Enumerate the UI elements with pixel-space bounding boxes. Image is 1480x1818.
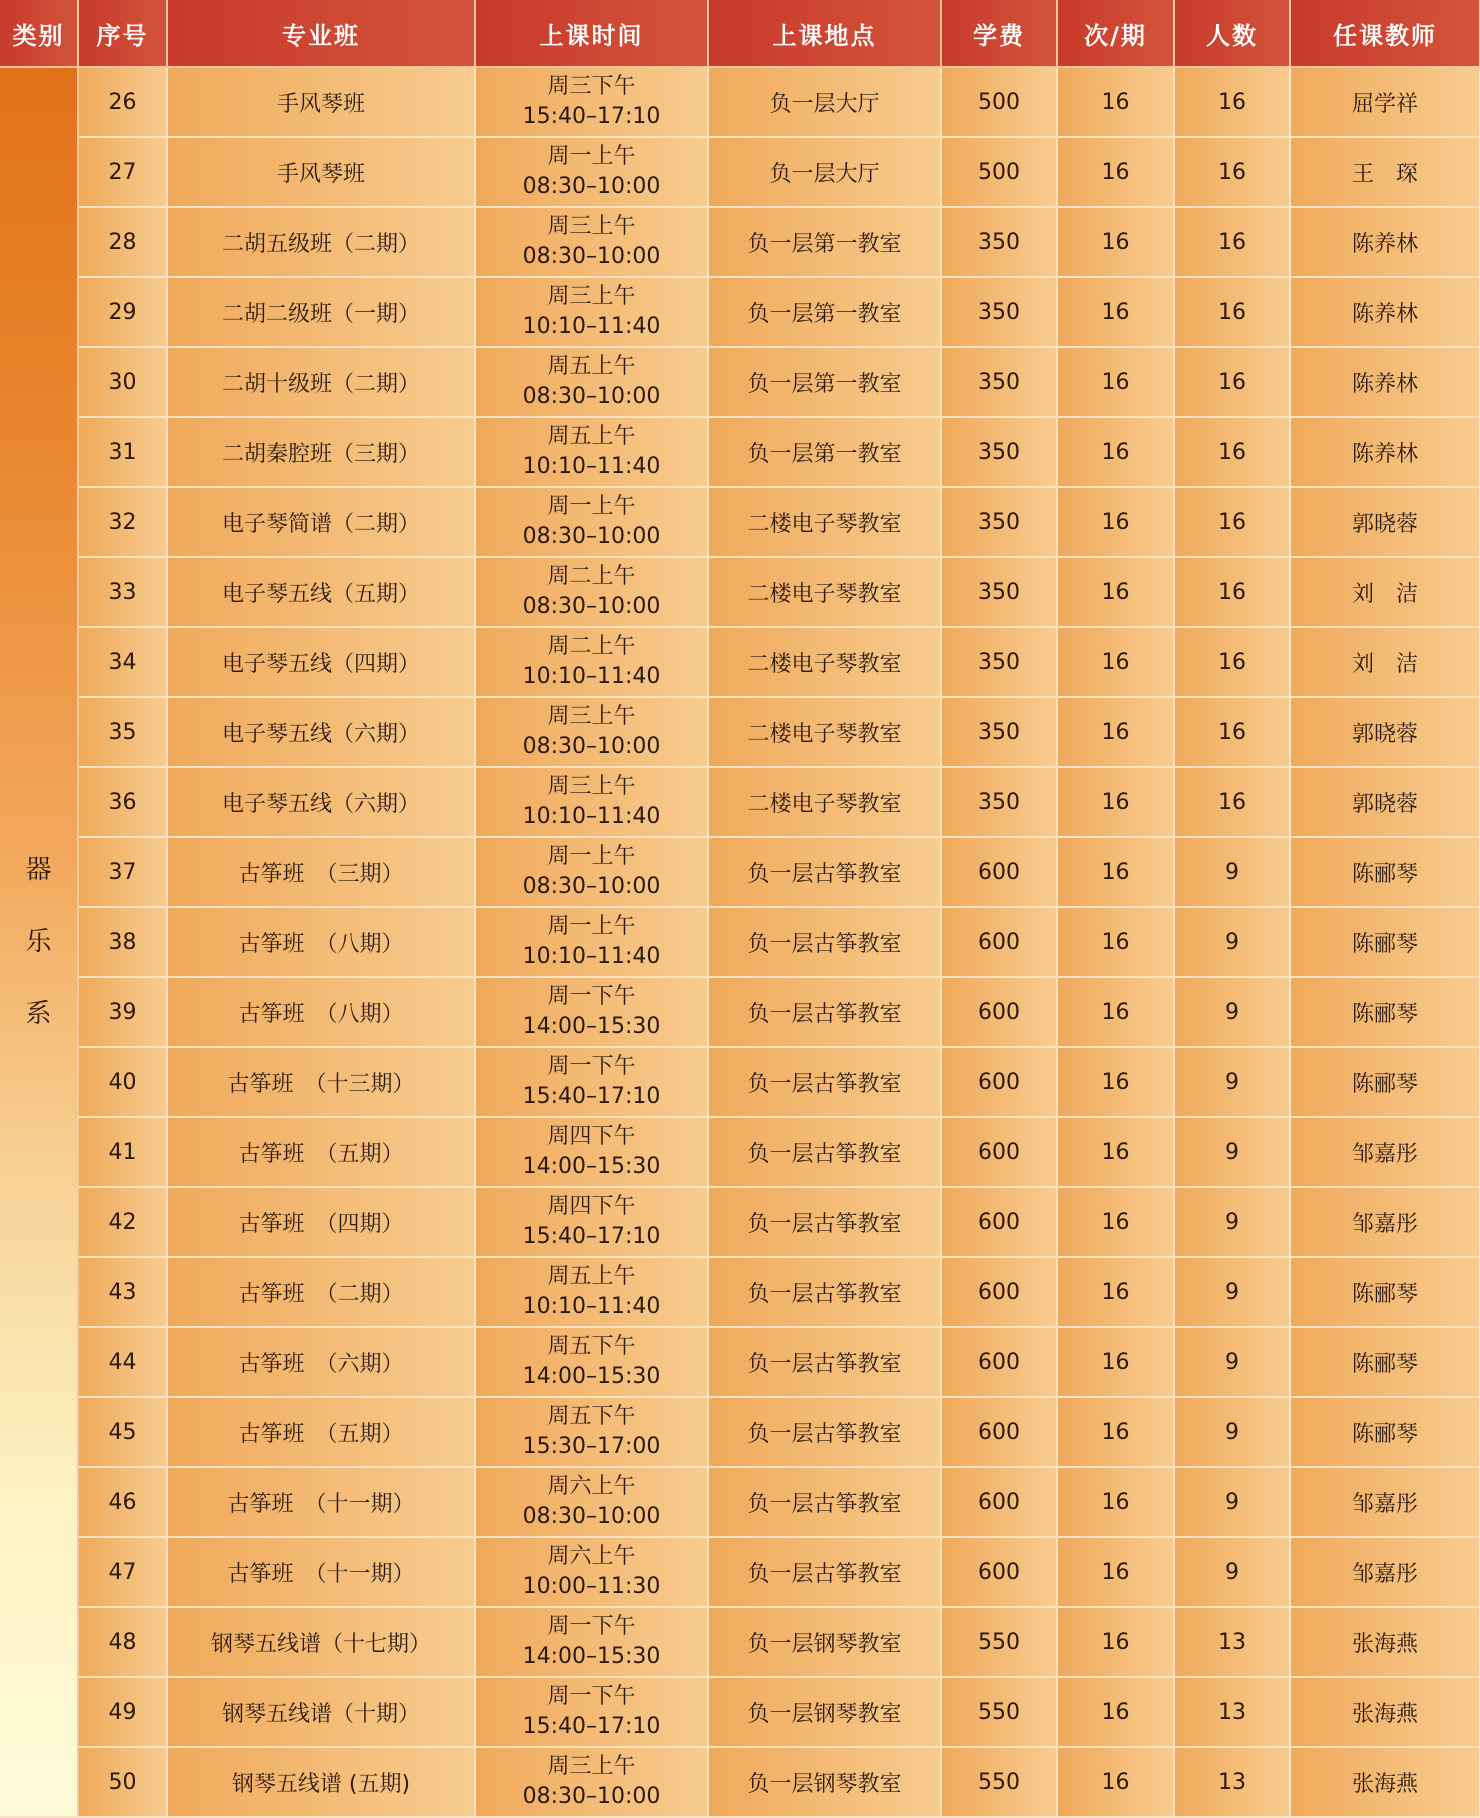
tuition-fee: 600 <box>941 907 1057 977</box>
class-name: 古筝班 （十一期） <box>167 1537 475 1607</box>
time-range: 10:10–11:40 <box>522 314 661 339</box>
time-range: 08:30–10:00 <box>522 734 661 759</box>
table-row <box>0 347 1480 417</box>
class-name: 电子琴五线（五期） <box>167 557 475 627</box>
tuition-fee: 350 <box>941 277 1057 347</box>
row-number: 34 <box>78 627 167 697</box>
time-range: 08:30–10:00 <box>522 244 661 269</box>
time-range: 10:10–11:40 <box>522 454 661 479</box>
table-row <box>0 1187 1480 1257</box>
time-day: 周一下午 <box>547 1054 636 1079</box>
row-number: 50 <box>78 1747 167 1817</box>
row-number: 29 <box>78 277 167 347</box>
class-time <box>475 557 708 627</box>
table-row <box>0 1047 1480 1117</box>
table-body <box>0 67 1480 1817</box>
sessions-per-term: 16 <box>1057 837 1174 907</box>
sessions-per-term: 16 <box>1057 1187 1174 1257</box>
table-row <box>0 837 1480 907</box>
sessions-per-term: 16 <box>1057 977 1174 1047</box>
class-name: 钢琴五线谱 (五期) <box>167 1747 475 1817</box>
sessions-per-term: 16 <box>1057 347 1174 417</box>
table-row <box>0 207 1480 277</box>
enrollment-count: 13 <box>1174 1677 1290 1747</box>
table-row <box>0 487 1480 557</box>
table-row <box>0 697 1480 767</box>
teacher-name: 陈养林 <box>1290 347 1480 417</box>
header-class: 专业班 <box>167 0 475 67</box>
class-name: 电子琴五线（六期） <box>167 697 475 767</box>
row-number: 28 <box>78 207 167 277</box>
row-number: 30 <box>78 347 167 417</box>
time-range: 15:40–17:10 <box>522 104 661 129</box>
enrollment-count: 16 <box>1174 207 1290 277</box>
sessions-per-term: 16 <box>1057 1467 1174 1537</box>
class-time <box>475 417 708 487</box>
row-number: 38 <box>78 907 167 977</box>
class-name: 电子琴五线（四期） <box>167 627 475 697</box>
class-location: 负一层第一教室 <box>708 207 941 277</box>
teacher-name: 张海燕 <box>1290 1677 1480 1747</box>
time-day: 周一下午 <box>547 1684 636 1709</box>
table-row <box>0 1397 1480 1467</box>
class-name: 古筝班 （三期） <box>167 837 475 907</box>
tuition-fee: 600 <box>941 1467 1057 1537</box>
class-name: 古筝班 （八期） <box>167 977 475 1047</box>
class-time <box>475 67 708 137</box>
class-location: 负一层钢琴教室 <box>708 1677 941 1747</box>
sessions-per-term: 16 <box>1057 767 1174 837</box>
class-time <box>475 1327 708 1397</box>
class-location: 负一层第一教室 <box>708 347 941 417</box>
teacher-name: 屈学祥 <box>1290 67 1480 137</box>
class-time <box>475 1537 708 1607</box>
enrollment-count: 9 <box>1174 1537 1290 1607</box>
sessions-per-term: 16 <box>1057 907 1174 977</box>
sessions-per-term: 16 <box>1057 207 1174 277</box>
time-day: 周五上午 <box>547 1264 636 1289</box>
row-number: 45 <box>78 1397 167 1467</box>
class-time <box>475 1047 708 1117</box>
teacher-name: 陈郦琴 <box>1290 1257 1480 1327</box>
table-row <box>0 1467 1480 1537</box>
enrollment-count: 9 <box>1174 837 1290 907</box>
row-number: 26 <box>78 67 167 137</box>
header-row <box>0 0 1480 67</box>
enrollment-count: 9 <box>1174 1257 1290 1327</box>
sessions-per-term: 16 <box>1057 1747 1174 1817</box>
class-time <box>475 207 708 277</box>
class-name: 古筝班 （六期） <box>167 1327 475 1397</box>
class-location: 负一层大厅 <box>708 67 941 137</box>
tuition-fee: 600 <box>941 1327 1057 1397</box>
row-number: 42 <box>78 1187 167 1257</box>
tuition-fee: 600 <box>941 977 1057 1047</box>
teacher-name: 陈郦琴 <box>1290 977 1480 1047</box>
tuition-fee: 550 <box>941 1747 1057 1817</box>
class-name: 古筝班 （十三期） <box>167 1047 475 1117</box>
time-range: 15:40–17:10 <box>522 1714 661 1739</box>
class-time <box>475 487 708 557</box>
table-row <box>0 1677 1480 1747</box>
category-char: 乐 <box>25 927 52 957</box>
teacher-name: 陈养林 <box>1290 277 1480 347</box>
class-time <box>475 767 708 837</box>
table-row <box>0 627 1480 697</box>
class-name: 古筝班 （四期） <box>167 1187 475 1257</box>
tuition-fee: 350 <box>941 417 1057 487</box>
row-number: 49 <box>78 1677 167 1747</box>
table-row <box>0 1117 1480 1187</box>
time-day: 周三上午 <box>547 704 636 729</box>
enrollment-count: 9 <box>1174 977 1290 1047</box>
class-location: 二楼电子琴教室 <box>708 627 941 697</box>
header-location: 上课地点 <box>708 0 941 67</box>
time-range: 10:10–11:40 <box>522 944 661 969</box>
class-time <box>475 977 708 1047</box>
tuition-fee: 350 <box>941 487 1057 557</box>
class-name: 电子琴五线（六期） <box>167 767 475 837</box>
time-range: 08:30–10:00 <box>522 1784 661 1809</box>
table-header <box>0 0 1480 67</box>
sessions-per-term: 16 <box>1057 1607 1174 1677</box>
class-location: 负一层古筝教室 <box>708 1117 941 1187</box>
time-range: 08:30–10:00 <box>522 1504 661 1529</box>
time-day: 周三下午 <box>547 74 636 99</box>
sessions-per-term: 16 <box>1057 487 1174 557</box>
tuition-fee: 350 <box>941 557 1057 627</box>
time-day: 周一上午 <box>547 144 636 169</box>
class-name: 电子琴简谱（二期） <box>167 487 475 557</box>
class-location: 负一层古筝教室 <box>708 1047 941 1117</box>
enrollment-count: 13 <box>1174 1607 1290 1677</box>
time-range: 14:00–15:30 <box>522 1364 661 1389</box>
teacher-name: 郭晓蓉 <box>1290 697 1480 767</box>
class-location: 二楼电子琴教室 <box>708 487 941 557</box>
table-row <box>0 767 1480 837</box>
sessions-per-term: 16 <box>1057 697 1174 767</box>
class-time <box>475 1607 708 1677</box>
enrollment-count: 16 <box>1174 627 1290 697</box>
time-day: 周六上午 <box>547 1544 636 1569</box>
enrollment-count: 9 <box>1174 1397 1290 1467</box>
class-location: 二楼电子琴教室 <box>708 767 941 837</box>
class-time <box>475 1117 708 1187</box>
table-row <box>0 907 1480 977</box>
tuition-fee: 550 <box>941 1677 1057 1747</box>
enrollment-count: 16 <box>1174 67 1290 137</box>
tuition-fee: 350 <box>941 767 1057 837</box>
row-number: 43 <box>78 1257 167 1327</box>
tuition-fee: 600 <box>941 1537 1057 1607</box>
header-sessions: 次/期 <box>1057 0 1174 67</box>
teacher-name: 陈郦琴 <box>1290 1327 1480 1397</box>
class-location: 负一层钢琴教室 <box>708 1747 941 1817</box>
time-range: 10:10–11:40 <box>522 1294 661 1319</box>
enrollment-count: 9 <box>1174 907 1290 977</box>
teacher-name: 刘 洁 <box>1290 557 1480 627</box>
category-char: 系 <box>25 999 52 1029</box>
class-time <box>475 347 708 417</box>
teacher-name: 邹嘉彤 <box>1290 1117 1480 1187</box>
class-name: 二胡十级班（二期） <box>167 347 475 417</box>
row-number: 44 <box>78 1327 167 1397</box>
tuition-fee: 350 <box>941 347 1057 417</box>
class-location: 负一层古筝教室 <box>708 1467 941 1537</box>
enrollment-count: 16 <box>1174 417 1290 487</box>
time-range: 08:30–10:00 <box>522 174 661 199</box>
class-time <box>475 837 708 907</box>
class-location: 负一层古筝教室 <box>708 907 941 977</box>
class-name: 手风琴班 <box>167 67 475 137</box>
class-time <box>475 627 708 697</box>
class-name: 二胡二级班（一期） <box>167 277 475 347</box>
class-name: 古筝班 （十一期） <box>167 1467 475 1537</box>
time-range: 08:30–10:00 <box>522 384 661 409</box>
sessions-per-term: 16 <box>1057 627 1174 697</box>
enrollment-count: 9 <box>1174 1187 1290 1257</box>
table-row <box>0 1257 1480 1327</box>
time-day: 周一下午 <box>547 984 636 1009</box>
category-char: 器 <box>25 855 52 885</box>
tuition-fee: 600 <box>941 1117 1057 1187</box>
teacher-name: 邹嘉彤 <box>1290 1187 1480 1257</box>
tuition-fee: 550 <box>941 1607 1057 1677</box>
sessions-per-term: 16 <box>1057 1397 1174 1467</box>
time-range: 14:00–15:30 <box>522 1644 661 1669</box>
header-category: 类别 <box>0 0 78 67</box>
class-time <box>475 697 708 767</box>
class-location: 负一层古筝教室 <box>708 1257 941 1327</box>
time-range: 08:30–10:00 <box>522 594 661 619</box>
teacher-name: 陈郦琴 <box>1290 907 1480 977</box>
header-people: 人数 <box>1174 0 1290 67</box>
row-number: 39 <box>78 977 167 1047</box>
enrollment-count: 9 <box>1174 1467 1290 1537</box>
sessions-per-term: 16 <box>1057 557 1174 627</box>
time-range: 10:00–11:30 <box>522 1574 661 1599</box>
row-number: 36 <box>78 767 167 837</box>
time-range: 10:10–11:40 <box>522 664 661 689</box>
time-day: 周四下午 <box>547 1194 636 1219</box>
sessions-per-term: 16 <box>1057 1047 1174 1117</box>
class-name: 钢琴五线谱（十七期） <box>167 1607 475 1677</box>
header-number: 序号 <box>78 0 167 67</box>
teacher-name: 陈郦琴 <box>1290 1047 1480 1117</box>
sessions-per-term: 16 <box>1057 137 1174 207</box>
time-day: 周一下午 <box>547 1614 636 1639</box>
header-fee: 学费 <box>941 0 1057 67</box>
row-number: 31 <box>78 417 167 487</box>
table-row <box>0 417 1480 487</box>
time-day: 周五下午 <box>547 1334 636 1359</box>
enrollment-count: 16 <box>1174 487 1290 557</box>
class-location: 负一层古筝教室 <box>708 1187 941 1257</box>
table-row <box>0 1747 1480 1817</box>
class-name: 古筝班 （五期） <box>167 1397 475 1467</box>
table-row <box>0 137 1480 207</box>
time-range: 08:30–10:00 <box>522 874 661 899</box>
header-time: 上课时间 <box>475 0 708 67</box>
time-day: 周一上午 <box>547 844 636 869</box>
class-location: 二楼电子琴教室 <box>708 557 941 627</box>
class-location: 负一层古筝教室 <box>708 977 941 1047</box>
enrollment-count: 13 <box>1174 1747 1290 1817</box>
sessions-per-term: 16 <box>1057 1117 1174 1187</box>
tuition-fee: 600 <box>941 1047 1057 1117</box>
time-day: 周六上午 <box>547 1474 636 1499</box>
time-day: 周四下午 <box>547 1124 636 1149</box>
time-range: 15:40–17:10 <box>522 1084 661 1109</box>
row-number: 27 <box>78 137 167 207</box>
class-location: 负一层古筝教室 <box>708 1327 941 1397</box>
tuition-fee: 350 <box>941 207 1057 277</box>
time-day: 周一上午 <box>547 494 636 519</box>
teacher-name: 王 琛 <box>1290 137 1480 207</box>
table-row <box>0 1537 1480 1607</box>
time-range: 10:10–11:40 <box>522 804 661 829</box>
teacher-name: 陈郦琴 <box>1290 837 1480 907</box>
table-row <box>0 1327 1480 1397</box>
row-number: 35 <box>78 697 167 767</box>
time-day: 周五上午 <box>547 354 636 379</box>
time-range: 08:30–10:00 <box>522 524 661 549</box>
class-time <box>475 1747 708 1817</box>
class-location: 负一层钢琴教室 <box>708 1607 941 1677</box>
class-time <box>475 1397 708 1467</box>
row-number: 46 <box>78 1467 167 1537</box>
tuition-fee: 350 <box>941 697 1057 767</box>
teacher-name: 郭晓蓉 <box>1290 487 1480 557</box>
enrollment-count: 16 <box>1174 347 1290 417</box>
class-location: 负一层古筝教室 <box>708 1537 941 1607</box>
teacher-name: 邹嘉彤 <box>1290 1467 1480 1537</box>
teacher-name: 陈养林 <box>1290 207 1480 277</box>
class-location: 负一层大厅 <box>708 137 941 207</box>
tuition-fee: 350 <box>941 627 1057 697</box>
row-number: 32 <box>78 487 167 557</box>
class-time <box>475 907 708 977</box>
time-day: 周一上午 <box>547 914 636 939</box>
row-number: 47 <box>78 1537 167 1607</box>
class-name: 二胡五级班（二期） <box>167 207 475 277</box>
table-row <box>0 1607 1480 1677</box>
sessions-per-term: 16 <box>1057 1257 1174 1327</box>
row-number: 37 <box>78 837 167 907</box>
enrollment-count: 9 <box>1174 1047 1290 1117</box>
teacher-name: 郭晓蓉 <box>1290 767 1480 837</box>
table-row <box>0 977 1480 1047</box>
class-time <box>475 1187 708 1257</box>
class-location: 负一层第一教室 <box>708 277 941 347</box>
enrollment-count: 16 <box>1174 767 1290 837</box>
time-day: 周三上午 <box>547 284 636 309</box>
class-name: 钢琴五线谱（十期） <box>167 1677 475 1747</box>
table-row <box>0 557 1480 627</box>
sessions-per-term: 16 <box>1057 417 1174 487</box>
sessions-per-term: 16 <box>1057 1677 1174 1747</box>
teacher-name: 张海燕 <box>1290 1747 1480 1817</box>
time-range: 14:00–15:30 <box>522 1014 661 1039</box>
class-time <box>475 1677 708 1747</box>
enrollment-count: 16 <box>1174 557 1290 627</box>
teacher-name: 陈养林 <box>1290 417 1480 487</box>
sessions-per-term: 16 <box>1057 277 1174 347</box>
row-number: 41 <box>78 1117 167 1187</box>
time-day: 周三上午 <box>547 774 636 799</box>
class-location: 负一层第一教室 <box>708 417 941 487</box>
time-day: 周三上午 <box>547 1754 636 1779</box>
tuition-fee: 500 <box>941 137 1057 207</box>
teacher-name: 张海燕 <box>1290 1607 1480 1677</box>
row-number: 48 <box>78 1607 167 1677</box>
enrollment-count: 9 <box>1174 1117 1290 1187</box>
teacher-name: 邹嘉彤 <box>1290 1537 1480 1607</box>
class-name: 古筝班 （二期） <box>167 1257 475 1327</box>
table-row <box>0 67 1480 137</box>
class-name: 古筝班 （八期） <box>167 907 475 977</box>
time-day: 周二上午 <box>547 564 636 589</box>
tuition-fee: 600 <box>941 1257 1057 1327</box>
time-range: 14:00–15:30 <box>522 1154 661 1179</box>
teacher-name: 刘 洁 <box>1290 627 1480 697</box>
class-time <box>475 1467 708 1537</box>
class-name: 二胡秦腔班（三期） <box>167 417 475 487</box>
tuition-fee: 600 <box>941 1187 1057 1257</box>
class-name: 手风琴班 <box>167 137 475 207</box>
sessions-per-term: 16 <box>1057 67 1174 137</box>
category-cell <box>0 67 78 1817</box>
time-day: 周五上午 <box>547 424 636 449</box>
time-range: 15:40–17:10 <box>522 1224 661 1249</box>
time-day: 周三上午 <box>547 214 636 239</box>
class-time <box>475 137 708 207</box>
header-teacher: 任课教师 <box>1290 0 1480 67</box>
sessions-per-term: 16 <box>1057 1327 1174 1397</box>
tuition-fee: 600 <box>941 837 1057 907</box>
enrollment-count: 9 <box>1174 1327 1290 1397</box>
tuition-fee: 500 <box>941 67 1057 137</box>
enrollment-count: 16 <box>1174 137 1290 207</box>
table-row <box>0 277 1480 347</box>
category-label <box>25 834 51 1050</box>
class-time <box>475 277 708 347</box>
teacher-name: 陈郦琴 <box>1290 1397 1480 1467</box>
time-range: 15:30–17:00 <box>522 1434 661 1459</box>
enrollment-count: 16 <box>1174 697 1290 767</box>
row-number: 33 <box>78 557 167 627</box>
tuition-fee: 600 <box>941 1397 1057 1467</box>
class-location: 负一层古筝教室 <box>708 837 941 907</box>
time-day: 周二上午 <box>547 634 636 659</box>
time-day: 周五下午 <box>547 1404 636 1429</box>
class-location: 负一层古筝教室 <box>708 1397 941 1467</box>
class-location: 二楼电子琴教室 <box>708 697 941 767</box>
enrollment-count: 16 <box>1174 277 1290 347</box>
class-time <box>475 1257 708 1327</box>
sessions-per-term: 16 <box>1057 1537 1174 1607</box>
row-number: 40 <box>78 1047 167 1117</box>
class-name: 古筝班 （五期） <box>167 1117 475 1187</box>
